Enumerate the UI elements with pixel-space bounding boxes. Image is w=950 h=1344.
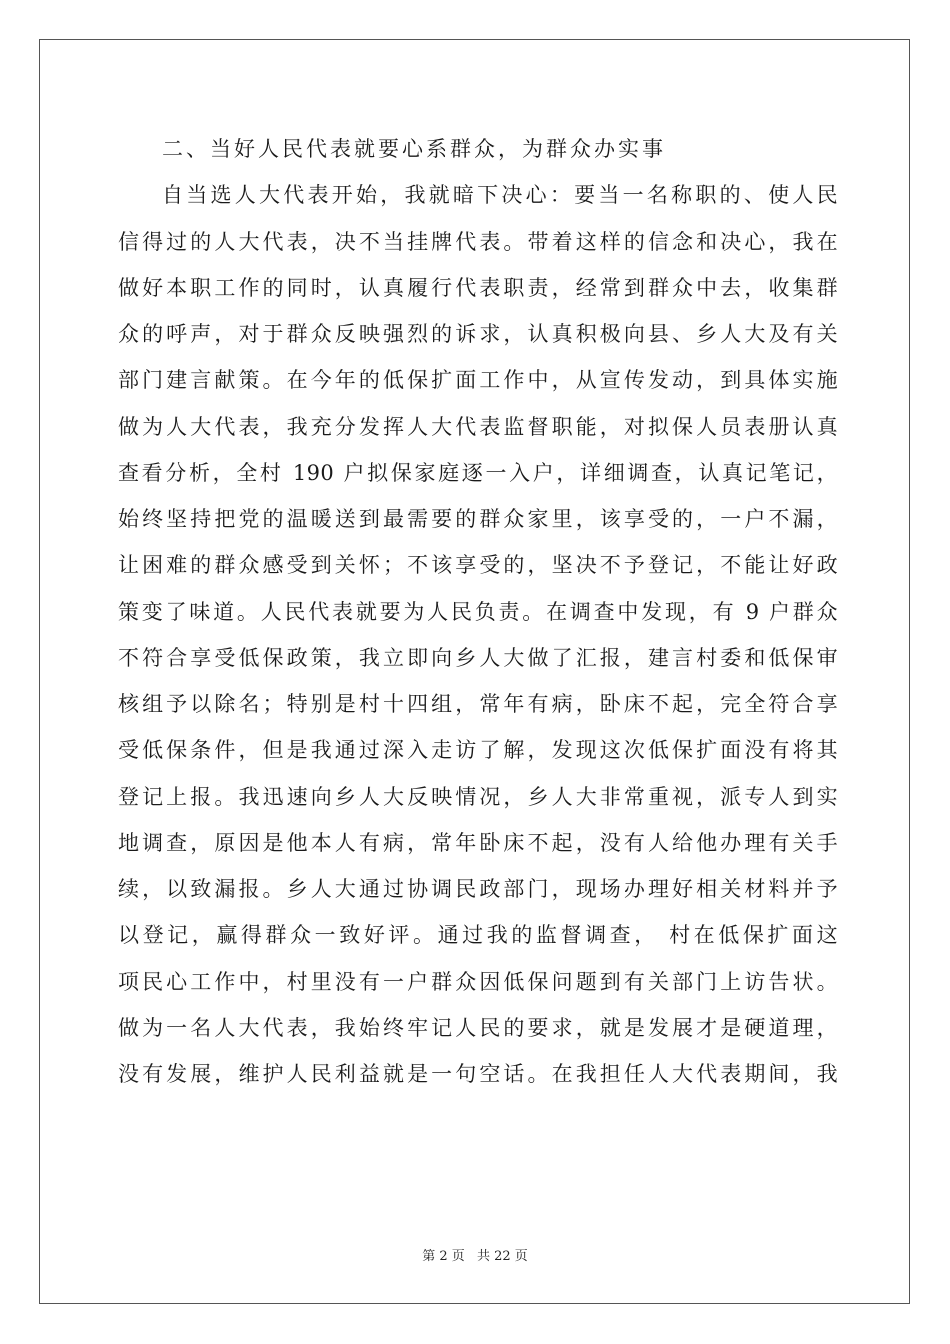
paragraph-line: 查看分析，全村 190 户拟保家庭逐一入户，详细调查，认真记笔记，: [118, 460, 838, 485]
document-body: [118, 126, 838, 1097]
paragraph-line: 自当选人大代表开始，我就暗下决心：要当一名称职的、使人民: [162, 183, 838, 208]
paragraph-line: 始终坚持把党的温暖送到最需要的群众家里，该享受的，一户不漏，: [118, 507, 838, 531]
page-footer: [0, 1245, 950, 1264]
paragraph-line: 核组予以除名；特别是村十四组，常年有病，卧床不起，完全符合享: [118, 692, 838, 716]
paragraph-line: 不符合享受低保政策，我立即向乡人大做了汇报，建言村委和低保审: [118, 645, 838, 670]
paragraph-line: 项民心工作中，村里没有一户群众因低保问题到有关部门上访告状。: [118, 969, 838, 994]
paragraph-line: 部门建言献策。在今年的低保扩面工作中，从宣传发动，到具体实施: [118, 368, 838, 393]
paragraph-line: 让困难的群众感受到关怀；不该享受的，坚决不予登记，不能让好政: [118, 553, 838, 578]
paragraph-line: 做为人大代表，我充分发挥人大代表监督职能，对拟保人员表册认真: [118, 414, 838, 439]
total-pages: 共 22 页: [476, 1249, 528, 1264]
paragraph-line: 续，以致漏报。乡人大通过协调民政部门，现场办理好相关材料并予: [118, 877, 838, 901]
page-number: 第 2 页: [422, 1249, 465, 1264]
paragraph-line: 信得过的人大代表，决不当挂牌代表。带着这样的信念和决心，我在: [118, 229, 838, 254]
paragraph-line: 策变了味道。人民代表就要为人民负责。在调查中发现，有 9 户群众: [118, 599, 838, 624]
paragraph-line: 受低保条件，但是我通过深入走访了解，发现这次低保扩面没有将其: [118, 738, 838, 763]
paragraph-line: 没有发展，维护人民利益就是一句空话。在我担任人大代表期间，我: [118, 1062, 838, 1086]
paragraph-line: 做好本职工作的同时，认真履行代表职责，经常到群众中去，收集群: [118, 275, 838, 300]
paragraph-line: 以登记，赢得群众一致好评。通过我的监督调查， 村在低保扩面这: [118, 923, 838, 948]
paragraph-line: 做为一名人大代表，我始终牢记人民的要求，就是发展才是硬道理，: [118, 1015, 838, 1040]
paragraph-line: 登记上报。我迅速向乡人大反映情况，乡人大非常重视，派专人到实: [118, 784, 838, 809]
paragraph-line: 众的呼声，对于群众反映强烈的诉求，认真积极向县、乡人大及有关: [118, 322, 838, 346]
section-heading: 二、当好人民代表就要心系群众，为群众办实事: [162, 137, 666, 161]
paragraph-line: 地调查，原因是他本人有病，常年卧床不起，没有人给他办理有关手: [118, 830, 838, 855]
